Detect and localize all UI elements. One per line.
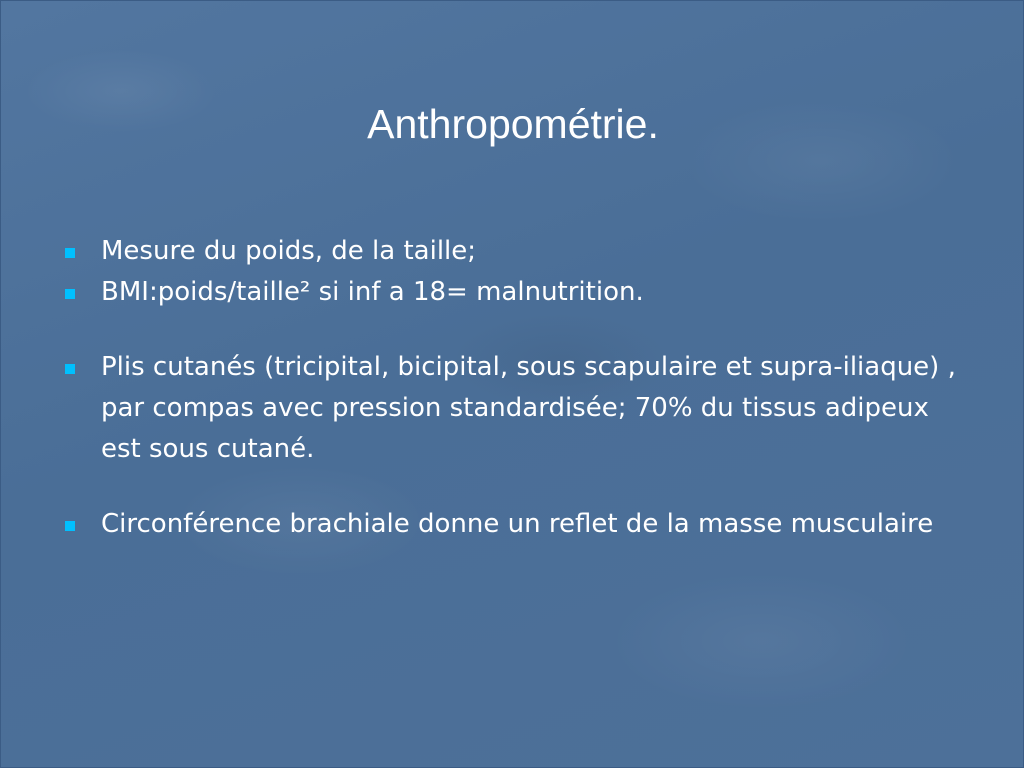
bullet-item	[63, 231, 963, 272]
square-bullet-icon	[65, 521, 75, 531]
bullet-item	[63, 347, 963, 470]
bullet-text: BMI:poids/taille² si inf a 18= malnutrition.	[101, 277, 644, 307]
square-bullet-icon	[65, 289, 75, 299]
bullet-text: Plis cutanés (tricipital, bicipital, sous scapulaire et supra-iliaque) , par compas avec pression standardisée; 70% du tissus adipeux est sous cutané.	[101, 352, 956, 464]
square-bullet-icon	[65, 364, 75, 374]
bullet-list	[63, 231, 963, 545]
bullet-text: Mesure du poids, de la taille;	[101, 236, 477, 266]
square-bullet-icon	[65, 248, 75, 258]
bullet-text: Circonférence brachiale donne un reflet de la masse musculaire	[101, 509, 934, 539]
bullet-item	[63, 504, 963, 545]
bullet-item	[63, 272, 963, 313]
slide-title: Anthropométrie.	[367, 101, 659, 147]
